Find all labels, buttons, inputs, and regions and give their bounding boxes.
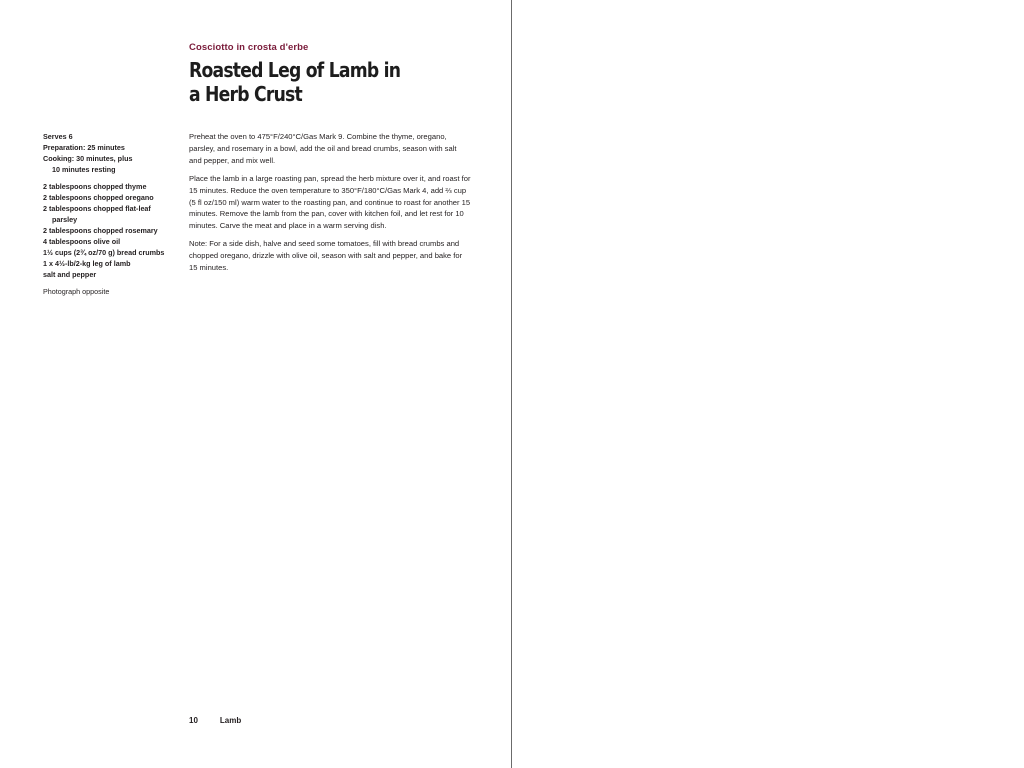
ingredient-item: 2 tablespoons chopped thyme: [43, 182, 147, 191]
method-paragraph: Place the lamb in a large roasting pan, spread the herb mixture over it, and roast for 15 minutes. Reduce the oven temperature to 350°F/180°C/Gas Mark 4, add ⅔ cup (5 fl oz/150 ml) warm water to the roasting pan, and continue to roast for another 15 minutes. Remove the lamb from the pan, cover with kitchen foil, and let rest for 10 minutes. Carve the meat and place in a warm serving dish.: [189, 173, 471, 231]
preparation-time: Preparation: 25 minutes: [43, 143, 125, 152]
ingredient-item: salt and pepper: [43, 270, 97, 279]
serves-text: Serves 6: [43, 132, 73, 141]
recipe-title: Roasted Leg of Lamb in a Herb Crust: [189, 58, 401, 106]
cooking-time: Cooking: 30 minutes, plus: [43, 154, 133, 163]
italian-recipe-title: Cosciotto in crosta d'erbe: [189, 42, 309, 53]
page-footer: [189, 716, 241, 725]
ingredient-item: 2 tablespoons chopped flat-leaf: [43, 204, 151, 213]
page-number: 10: [189, 716, 198, 725]
method-text: [189, 131, 471, 280]
ingredient-item: parsley: [52, 215, 78, 224]
resting-time: 10 minutes resting: [52, 165, 116, 174]
ingredient-item: 4 tablespoons olive oil: [43, 237, 121, 246]
recipe-meta: [43, 131, 183, 297]
method-paragraph: Preheat the oven to 475°F/240°C/Gas Mark 9. Combine the thyme, oregano, parsley, and rosemary in a bowl, add the oil and bread crumbs, season with salt and pepper, and mix well.: [189, 132, 457, 165]
ingredient-item: 2 tablespoons chopped oregano: [43, 193, 154, 202]
ingredient-item: 1½ cups (2¾ oz/70 g) bread crumbs: [43, 248, 165, 257]
right-page: [512, 0, 1024, 768]
note-paragraph: Note: For a side dish, halve and seed some tomatoes, fill with bread crumbs and chopped oregano, drizzle with olive oil, season with salt and pepper, and bake for 15 minutes.: [189, 239, 463, 273]
ingredient-list: [43, 181, 183, 280]
ingredient-item: 1 x 4½-lb/2-kg leg of lamb: [43, 259, 131, 268]
ingredient-item: 2 tablespoons chopped rosemary: [43, 226, 158, 235]
photo-note: Photograph opposite: [43, 287, 110, 296]
section-name: Lamb: [219, 716, 242, 725]
